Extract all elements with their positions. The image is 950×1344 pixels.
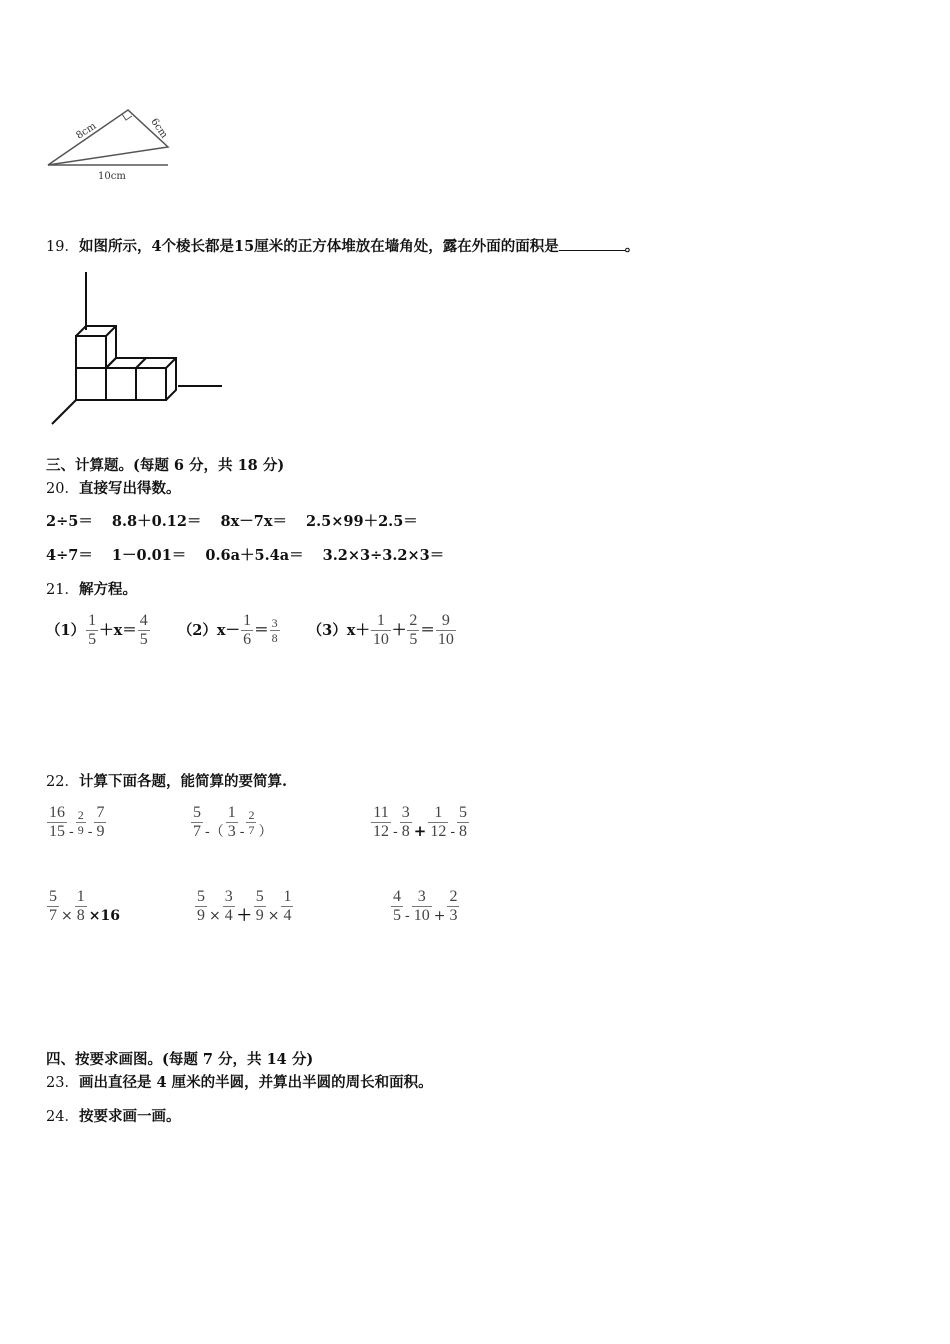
fraction: $\frac{3}{10}$: [413, 888, 430, 924]
calc-item: 8x－7x＝: [220, 513, 287, 530]
question-19: [46, 236, 639, 257]
cube-bottom-2: [106, 368, 136, 400]
question-text: 解方程。: [78, 581, 137, 598]
calc-item: 4÷7＝: [46, 547, 93, 564]
question-number: 22．: [46, 774, 79, 790]
fraction: $\frac{5}{9}$: [197, 888, 205, 924]
question-22-title: [46, 772, 287, 792]
question-23: [46, 1073, 433, 1093]
fraction: $\frac{1}{6}$: [243, 612, 252, 648]
fraction: $\frac{9}{10}$: [437, 612, 454, 648]
eq-text: ＋: [391, 621, 407, 639]
calc-item: 2.5×99＋2.5＝: [306, 513, 418, 530]
fraction: $\frac{16}{15}$: [49, 804, 65, 840]
fraction: $\frac{3}{4}$: [224, 888, 233, 924]
question-text: 按要求画一画。: [78, 1108, 181, 1125]
question-text: 画出直径是 4 厘米的半圆，并算出半圆的周长和面积。: [78, 1074, 433, 1091]
question-text: 直接写出得数。: [78, 480, 181, 497]
q22-expr-4: $\frac{5}{7}$ × $\frac{1}{8}$ ×16: [49, 888, 120, 924]
triangle-figure: [40, 100, 180, 190]
q22-expr-2: $\frac{5}{7}$ -（ $\frac{1}{3}$ - $\frac{2}{7}$ ）: [193, 804, 273, 840]
q20-row-1: [46, 512, 418, 532]
fraction: $\frac{3}{8}$: [271, 616, 278, 645]
side-b-label: 6cm: [148, 116, 170, 141]
calc-item: 8.8＋0.12＝: [111, 513, 202, 530]
question-number: 20．: [46, 481, 79, 497]
section-3-title: 三、计算题。(每题 6 分，共 18 分): [46, 457, 285, 474]
question-number: 24．: [46, 1109, 79, 1125]
q22-expr-3: $\frac{11}{12}$ - $\frac{3}{8}$ + $\frac{1}{12}$ - $\frac{5}{8}$: [373, 804, 468, 840]
calc-item: 1－0.01＝: [111, 547, 187, 564]
fraction: $\frac{4}{5}$: [393, 888, 401, 924]
fraction: $\frac{5}{9}$: [255, 888, 264, 924]
q22-expr-5: $\frac{5}{9}$ × $\frac{3}{4}$ ＋ $\frac{5}{9}$ × $\frac{1}{4}$: [197, 888, 292, 924]
cubes-corner-figure: [48, 270, 228, 430]
cube-bottom-3: [136, 368, 166, 400]
eq-label: （1）: [46, 621, 86, 639]
side-a-label: 8cm: [74, 120, 99, 142]
fraction: $\frac{1}{10}$: [372, 612, 389, 648]
eq-label: （3）: [307, 621, 347, 639]
fraction: $\frac{3}{8}$: [401, 804, 410, 840]
fraction: $\frac{1}{4}$: [283, 888, 292, 924]
fraction: $\frac{5}{7}$: [193, 804, 201, 840]
fraction: $\frac{2}{9}$: [77, 808, 84, 837]
section-4-title: 四、按要求画图。(每题 7 分，共 14 分): [46, 1051, 314, 1068]
equation-2: [177, 612, 286, 648]
question-24: [46, 1107, 180, 1127]
eq-label: （2）: [177, 621, 217, 639]
eq-text: x－: [216, 621, 241, 639]
right-angle-mark: [122, 114, 132, 120]
question-text: 如图所示，4个棱长都是15厘米的正方体堆放在墙角处，露在外面的面积是: [78, 238, 559, 255]
triangle-shape: [48, 110, 168, 165]
fraction: $\frac{1}{5}$: [88, 612, 97, 648]
calc-item: 3.2×3÷3.2×3＝: [322, 547, 445, 564]
wall-line-diagonal: [52, 400, 76, 424]
fraction: $\frac{2}{5}$: [409, 612, 418, 648]
fraction: $\frac{1}{8}$: [76, 888, 85, 924]
calc-item: 0.6a＋5.4a＝: [205, 547, 304, 564]
equation-3: [307, 612, 457, 648]
fraction: $\frac{1}{3}$: [227, 804, 236, 840]
equation-1: [46, 612, 156, 648]
question-text: 计算下面各题，能简算的要简算.: [78, 773, 287, 790]
eq-text: ＝: [254, 621, 269, 639]
q21-equations: [46, 612, 457, 649]
eq-text: ＝: [420, 621, 435, 639]
question-20-title: [46, 479, 180, 499]
cube-bottom-1: [76, 368, 106, 400]
q20-row-2: [46, 546, 444, 566]
cube-top-front: [76, 336, 106, 368]
question-21-title: [46, 580, 137, 600]
fraction: $\frac{1}{12}$: [430, 804, 447, 840]
calc-item: 2÷5＝: [46, 513, 93, 530]
fraction: $\frac{11}{12}$: [373, 804, 389, 840]
fraction: $\frac{2}{3}$: [449, 888, 458, 924]
q22-expr-6: $\frac{4}{5}$ - $\frac{3}{10}$ + $\frac{2}{3}$: [393, 888, 458, 924]
eq-text: ＋x＝: [99, 621, 137, 639]
fraction: $\frac{5}{7}$: [49, 888, 57, 924]
eq-text: x＋: [346, 621, 370, 639]
question-number: 23．: [46, 1075, 79, 1091]
side-c-label: 10cm: [98, 171, 126, 182]
fraction: $\frac{7}{9}$: [96, 804, 105, 840]
question-number: 19．: [46, 239, 79, 255]
fraction: $\frac{2}{7}$: [248, 808, 255, 837]
q22-expr-1: $\frac{16}{15}$ - $\frac{2}{9}$ - $\frac{7}{9}$: [49, 804, 105, 840]
question-number: 21．: [46, 582, 79, 598]
fraction: $\frac{5}{8}$: [459, 804, 468, 840]
fraction: $\frac{4}{5}$: [139, 612, 148, 648]
answer-blank[interactable]: [559, 236, 625, 251]
question-text-end: 。: [624, 238, 640, 255]
